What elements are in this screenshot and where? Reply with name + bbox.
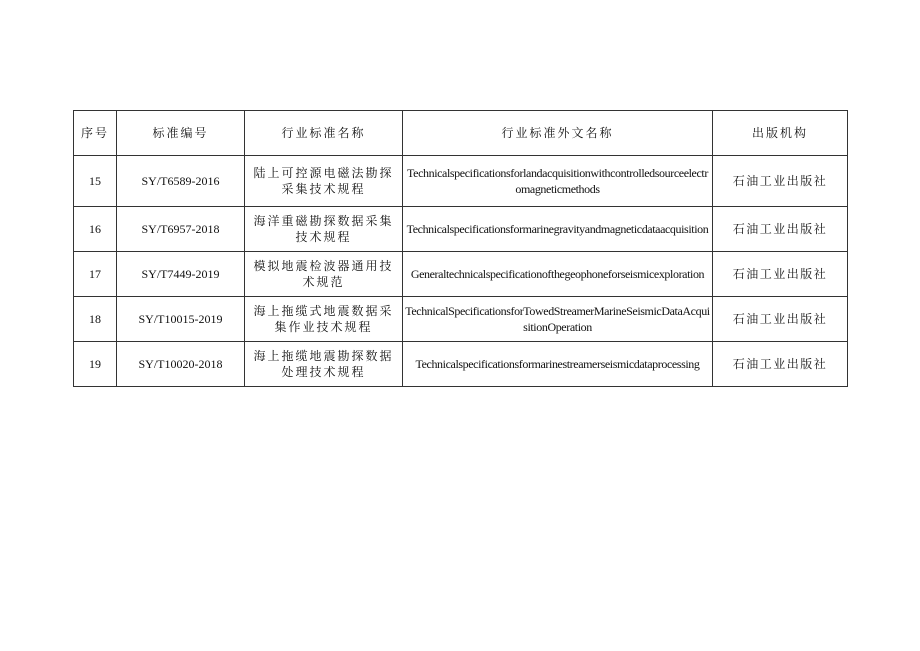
cell-code: SY/T7449-2019 (117, 252, 245, 297)
header-code: 标准编号 (117, 111, 245, 156)
cell-cn-name: 海洋重磁勘探数据采集技术规程 (245, 207, 403, 252)
cell-cn-name: 模拟地震检波器通用技术规范 (245, 252, 403, 297)
cell-en-name: Technicalspecificationsformarinestreamerseismicdataprocessing (403, 342, 713, 387)
table-header (74, 111, 848, 156)
header-seq: 序号 (74, 111, 117, 156)
cell-publisher: 石油工业出版社 (713, 207, 848, 252)
cell-seq: 16 (74, 207, 117, 252)
cell-en-name: Technicalspecificationsforlandacquisitionwithcontrolledsourceelectromagneticmethods (403, 156, 713, 207)
table-row (74, 297, 848, 342)
cell-en-name: Technicalspecificationsformarinegravityandmagneticdataacquisition (403, 207, 713, 252)
cell-publisher: 石油工业出版社 (713, 297, 848, 342)
header-cn-name: 行业标准名称 (245, 111, 403, 156)
cell-publisher: 石油工业出版社 (713, 156, 848, 207)
cell-publisher: 石油工业出版社 (713, 252, 848, 297)
cell-seq: 17 (74, 252, 117, 297)
cell-seq: 18 (74, 297, 117, 342)
cell-code: SY/T10015-2019 (117, 297, 245, 342)
cell-seq: 19 (74, 342, 117, 387)
cell-code: SY/T6589-2016 (117, 156, 245, 207)
header-en-name: 行业标准外文名称 (403, 111, 713, 156)
table-row (74, 342, 848, 387)
cell-en-name: TechnicalSpecificationsforTowedStreamerMarineSeismicDataAcquisitionOperation (403, 297, 713, 342)
cell-code: SY/T6957-2018 (117, 207, 245, 252)
cell-cn-name: 海上拖缆地震勘探数据处理技术规程 (245, 342, 403, 387)
table-row (74, 252, 848, 297)
standards-table (73, 110, 848, 387)
cell-code: SY/T10020-2018 (117, 342, 245, 387)
header-publisher: 出版机构 (713, 111, 848, 156)
table-body (74, 156, 848, 387)
cell-seq: 15 (74, 156, 117, 207)
cell-en-name: Generaltechnicalspecificationofthegeophoneforseismicexploration (403, 252, 713, 297)
table-row (74, 156, 848, 207)
table-row (74, 207, 848, 252)
cell-cn-name: 陆上可控源电磁法勘探采集技术规程 (245, 156, 403, 207)
header-row (74, 111, 848, 156)
cell-cn-name: 海上拖缆式地震数据采集作业技术规程 (245, 297, 403, 342)
cell-publisher: 石油工业出版社 (713, 342, 848, 387)
